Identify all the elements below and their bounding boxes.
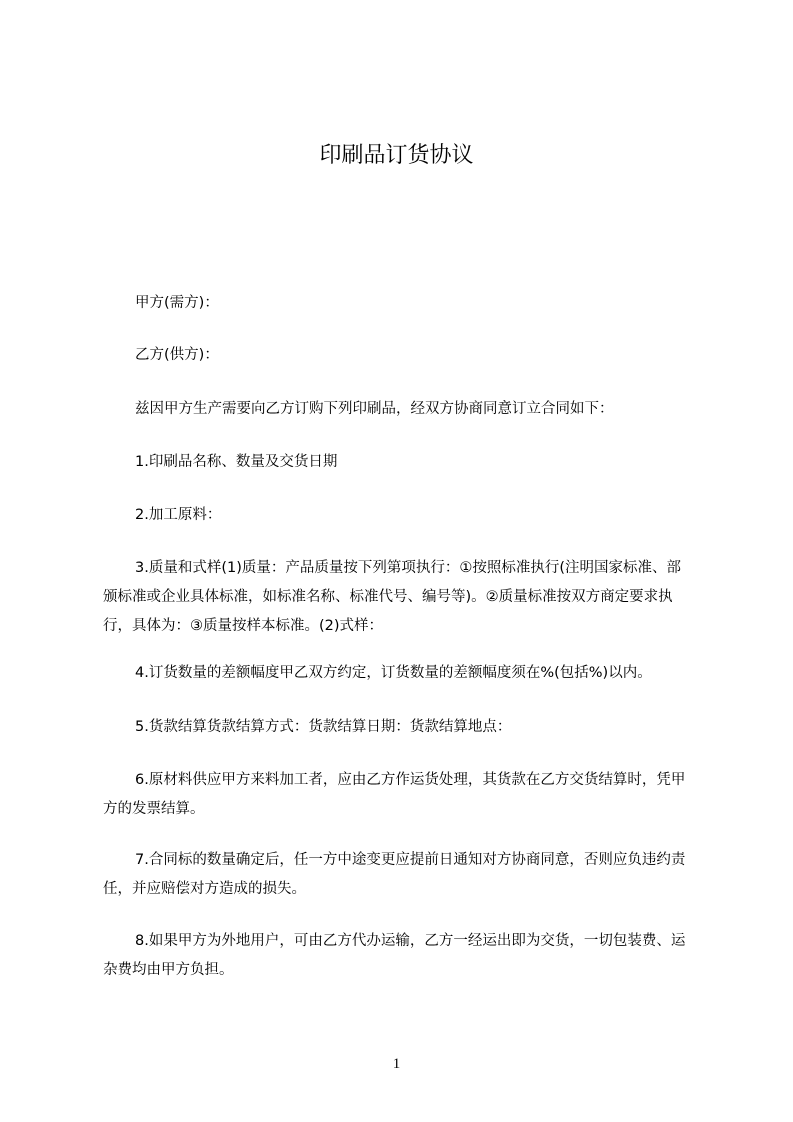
- clause-8: 8.如果甲方为外地用户，可由乙方代办运输，乙方一经运出即为交货，一切包装费、运杂费均由甲方负担。: [103, 933, 686, 978]
- clause-1: 1.印刷品名称、数量及交货日期: [135, 454, 338, 470]
- clause-5: 5.货款结算货款结算方式：货款结算日期：货款结算地点：: [135, 719, 512, 735]
- intro-paragraph: 兹因甲方生产需要向乙方订购下列印刷品，经双方协商同意订立合同如下：: [135, 401, 614, 417]
- clause-3: 3.质量和式样(1)质量：产品质量按下列第项执行：①按照标准执行(注明国家标准、部颁标准或企业具体标准，如标准名称、标准代号、编号等)。②质量标准按双方商定要求执行，具体为：③质量按样本标准。(2)式样：: [103, 560, 682, 634]
- party-b-line: 乙方(供方)：: [135, 347, 219, 363]
- clause-2: 2.加工原料：: [135, 507, 222, 523]
- document-title: 印刷品订货协议: [319, 143, 474, 168]
- clause-6: 6.原材料供应甲方来料加工者，应由乙方作运货处理，其货款在乙方交货结算时，凭甲方的发票结算。: [103, 772, 686, 817]
- clause-4: 4.订货数量的差额幅度甲乙双方约定，订货数量的差额幅度须在%(包括%)以内。: [135, 665, 652, 681]
- clause-7: 7.合同标的数量确定后，任一方中途变更应提前日通知对方协商同意，否则应负违约责任，并应赔偿对方造成的损失。: [103, 852, 686, 897]
- page-number: 1: [392, 1056, 401, 1072]
- party-a-line: 甲方(需方)：: [135, 295, 219, 311]
